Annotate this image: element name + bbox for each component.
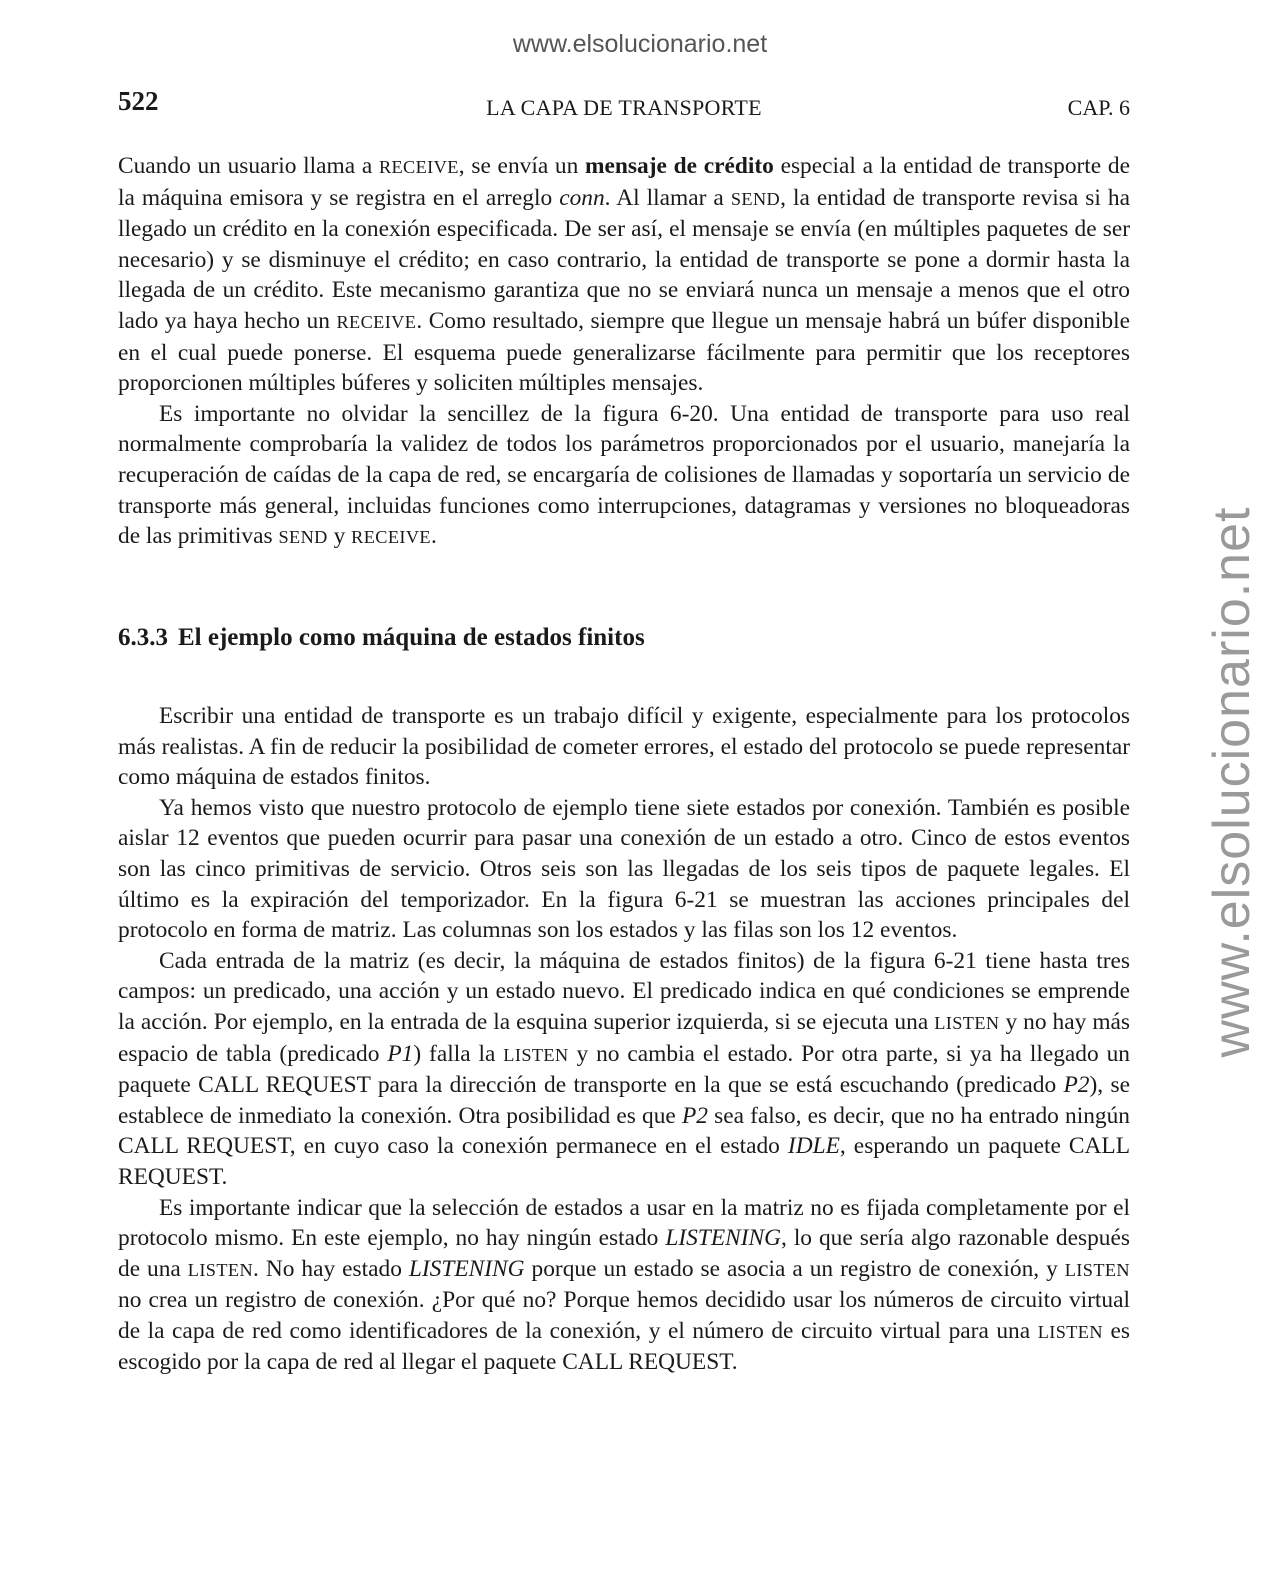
state-idle: IDLE xyxy=(787,1133,840,1160)
paragraph-fsm-intro: Escribir una entidad de transporte es un trabajo difícil y exigente, especialmente para los protocolos más realistas. A fin de reducir la posibilidad de cometer errores, el estado del protocolo se puede representar como máquina de estados finitos. xyxy=(118,703,1130,791)
term-send: SEND xyxy=(278,527,328,548)
term-receive: RECEIVE xyxy=(378,157,459,177)
term-listen: LISTEN xyxy=(503,1044,569,1065)
paragraph-state-selection: Es importante indicar que la selección de estados a usar en la matriz no es fijada completamente por el protocolo mismo. En este ejemplo, no hay ningún estado LISTENING, lo que sería algo razonable después de una LISTEN. No hay estado LISTENING porque un estado se asocia a un registro de conexión, y LISTEN no crea un registro de conexión. ¿Por qué no? Porque hemos decidido usar los números de circuito virtual de la capa de red como identificadores de la conexión, y el número de circuito virtual para una LISTEN es escogido por la capa de red al llegar el paquete CALL REQUEST. xyxy=(118,1194,1131,1376)
section-number: 6.3.3 xyxy=(118,624,168,651)
paragraph-states-events: Ya hemos visto que nuestro protocolo de ejemplo tiene siete estados por conexión. También es posible aislar 12 eventos que pueden ocurrir para pasar una conexión de un estado a otro. Cinco de estos eventos son las cinco primitivas de servicio. Otros seis son las llegadas de los seis tipos de paquete legales. El último es la expiración del temporizador. En la figura 6-21 se muestran las acciones principales del protocolo en forma de matriz. Las columnas son los estados y las filas son los 12 eventos. xyxy=(118,794,1130,944)
term-receive: RECEIVE xyxy=(336,311,417,332)
running-title: LA CAPA DE TRANSPORTE xyxy=(486,95,762,120)
chapter-label: CAP. 6 xyxy=(1067,95,1130,120)
paragraph-simplicity: Es importante no olvidar la sencillez de la figura 6-20. Una entidad de transporte para uso real normalmente comprobaría la validez de todos los parámetros proporcionados por el usuario, manejaría la recuperación de caídas de la capa de red, se encargaría de colisiones de llamadas y soportaría un servicio de transporte más general, incluidas funciones como interrupciones, datagramas y versiones no bloqueadoras de las primitivas SEND y RECEIVE. xyxy=(118,400,1130,550)
term-receive: RECEIVE xyxy=(351,527,431,548)
predicate-p1: P1 xyxy=(387,1040,414,1067)
running-header xyxy=(118,86,1130,126)
section-heading xyxy=(118,624,645,652)
term-listen: LISTEN xyxy=(1037,1321,1103,1342)
term-conn: conn xyxy=(559,184,605,211)
predicate-p2: P2 xyxy=(1063,1072,1090,1099)
term-listen: LISTEN xyxy=(1064,1259,1131,1280)
term-credit-message: mensaje de crédito xyxy=(585,153,774,179)
paragraph-matrix-entries: Cada entrada de la matriz (es decir, la máquina de estados finitos) de la figura 6-21 tiene hasta tres campos: un predicado, una acción y un estado nuevo. El predicado indica en qué condiciones se emprende la acción. Por ejemplo, en la entrada de la esquina superior izquierda, si se ejecuta una LISTEN y no hay más espacio de tabla (predicado P1) falla la LISTEN y no cambia el estado. Por otra parte, si ya ha llegado un paquete CALL REQUEST para la dirección de transporte en la que se está escuchando (predicado P2), se establece de inmediato la conexión. Otra posibilidad es que P2 sea falso, es decir, que no ha entrado ningún CALL REQUEST, en cuyo caso la conexión permanece en el estado IDLE, esperando un paquete CALL REQUEST. xyxy=(118,947,1130,1190)
section-title: El ejemplo como máquina de estados finitos xyxy=(178,624,645,651)
paragraph-credit-message: Cuando un usuario llama a RECEIVE, se envía un mensaje de crédito especial a la entidad de transporte de la máquina emisora y se registra en el arreglo conn. Al llamar a SEND, la entidad de transporte revisa si ha llegado un crédito en la conexión especificada. De ser así, el mensaje se envía (en múltiples paquetes de ser necesario) y se disminuye el crédito; en caso contrario, la entidad de transporte se pone a dormir hasta la llegada de un crédito. Este mecanismo garantiza que no se enviará nunca un mensaje a menos que el otro lado ya haya hecho un RECEIVE. Como resultado, siempre que llegue un mensaje habrá un búfer disponible en el cual puede ponerse. El esquema puede generalizarse fácilmente para permitir que los receptores proporcionen múltiples búferes y soliciten múltiples mensajes. xyxy=(118,153,1130,397)
state-listening: LISTENING xyxy=(408,1255,525,1282)
predicate-p2: P2 xyxy=(681,1102,708,1129)
term-listen: LISTEN xyxy=(187,1259,254,1280)
state-listening: LISTENING xyxy=(665,1225,781,1252)
term-send: SEND xyxy=(730,188,781,209)
page-number: 522 xyxy=(118,86,159,116)
watermark-side: www.elsolucionario.net xyxy=(1203,506,1261,1058)
term-listen: LISTEN xyxy=(934,1012,1000,1033)
text-block-section-body xyxy=(118,701,1130,1378)
text-block-before-section xyxy=(118,151,1130,553)
watermark-top: www.elsolucionario.net xyxy=(512,30,768,58)
